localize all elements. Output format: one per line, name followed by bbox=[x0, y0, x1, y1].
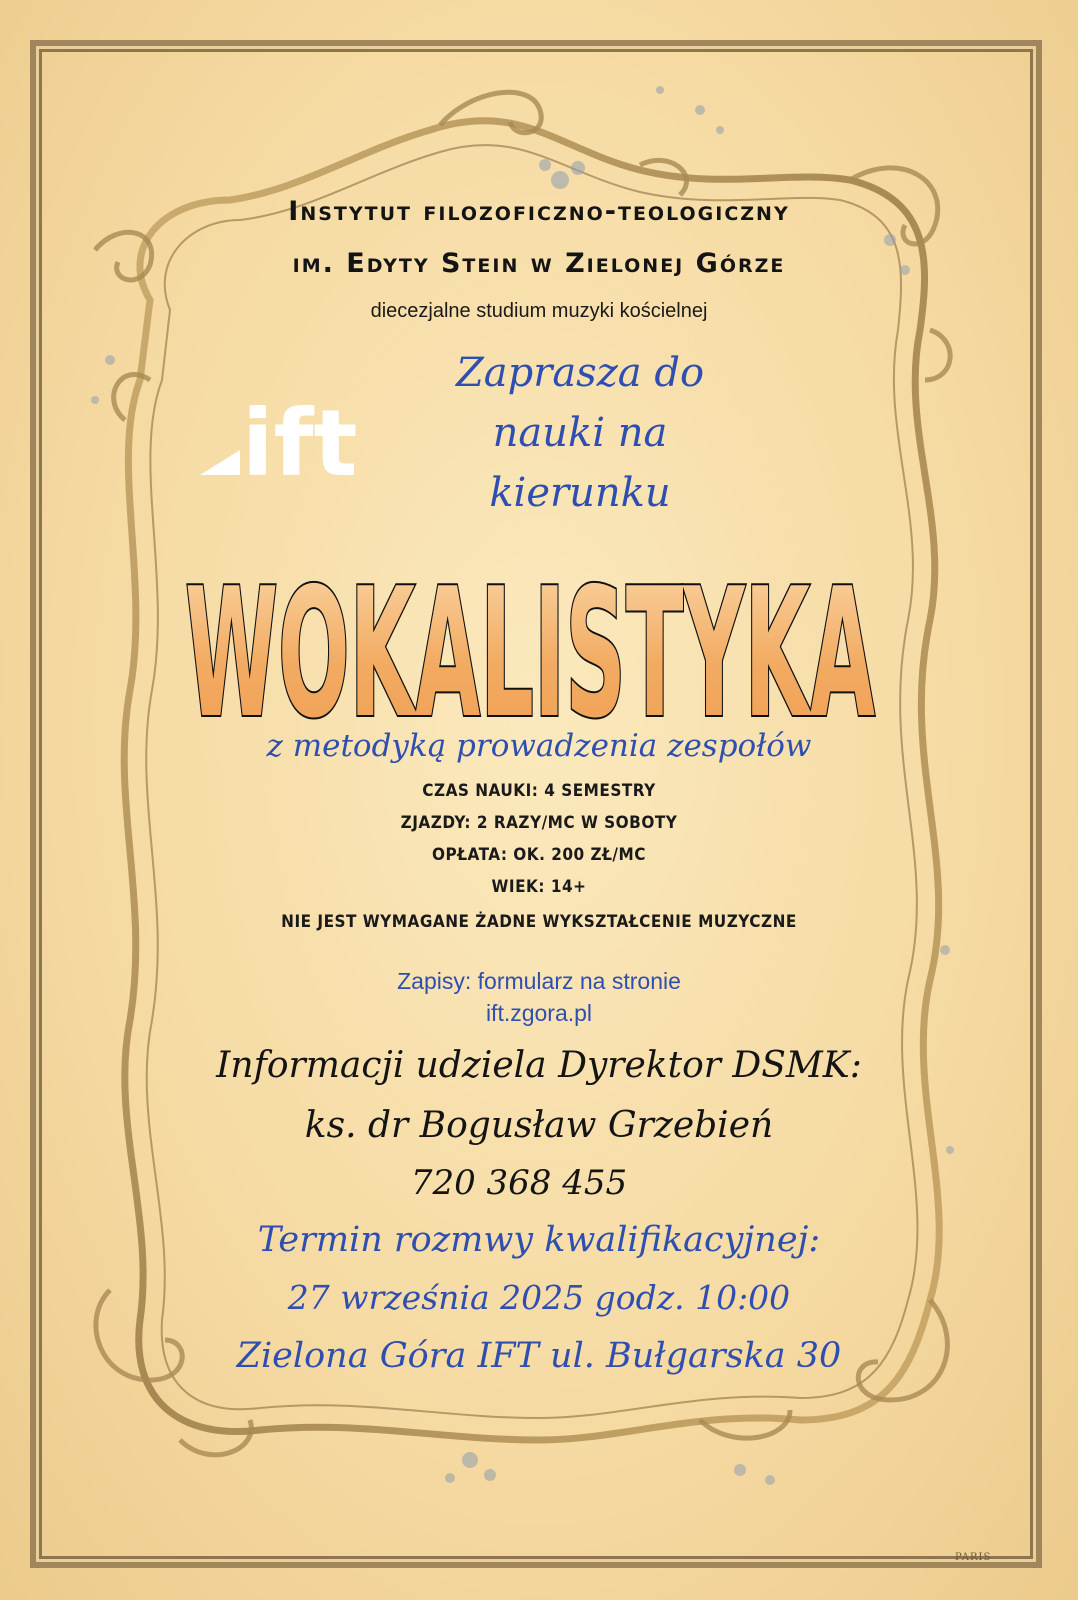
registration-text: Zapisy: formularz na stronie bbox=[397, 968, 681, 994]
institute-subtitle: diecezjalne studium muzyki kościelnej bbox=[370, 300, 708, 322]
invite-line-3: kierunku bbox=[489, 470, 671, 516]
program-subtitle: z metodyką prowadzenia zespołów bbox=[266, 728, 812, 764]
contact-heading: Informacji udziela Dyrektor DSMK: bbox=[216, 1045, 862, 1086]
institute-name-line-2: im. Edyty Stein w Zielonej Górze bbox=[292, 248, 786, 279]
logo-text: ift bbox=[242, 390, 358, 480]
detail-sessions: ZJAZDY: 2 RAZY/MC W SOBOTY bbox=[400, 813, 678, 833]
detail-duration: CZAS NAUKI: 4 SEMESTRY bbox=[422, 781, 656, 801]
interview-heading: Termin rozmwy kwalifikacyjnej: bbox=[257, 1220, 821, 1260]
invite-line-1: Zaprasza do bbox=[455, 350, 705, 396]
printer-imprint: PARIS bbox=[955, 1552, 992, 1563]
invite-line-2: nauki na bbox=[492, 410, 668, 456]
registration-link[interactable]: ift.zgora.pl bbox=[485, 1000, 593, 1026]
contact-phone: 720 368 455 bbox=[410, 1163, 628, 1203]
contact-name: ks. dr Bogusław Grzebień bbox=[304, 1105, 774, 1146]
interview-date: 27 września 2025 godz. 10:00 bbox=[287, 1278, 791, 1317]
interview-place: Zielona Góra IFT ul. Bułgarska 30 bbox=[236, 1336, 842, 1376]
institute-name-line-1: Instytut filozoficzno-teologiczny bbox=[288, 196, 790, 227]
detail-requirements: NIE JEST WYMAGANE ŻADNE WYKSZTAŁCENIE MUZYCZNE bbox=[281, 912, 797, 932]
program-title-text: WOKALISTYKA bbox=[185, 550, 876, 730]
detail-age: WIEK: 14+ bbox=[491, 877, 587, 897]
detail-fee: OPŁATA: OK. 200 ZŁ/MC bbox=[432, 845, 646, 865]
program-title bbox=[180, 535, 880, 730]
